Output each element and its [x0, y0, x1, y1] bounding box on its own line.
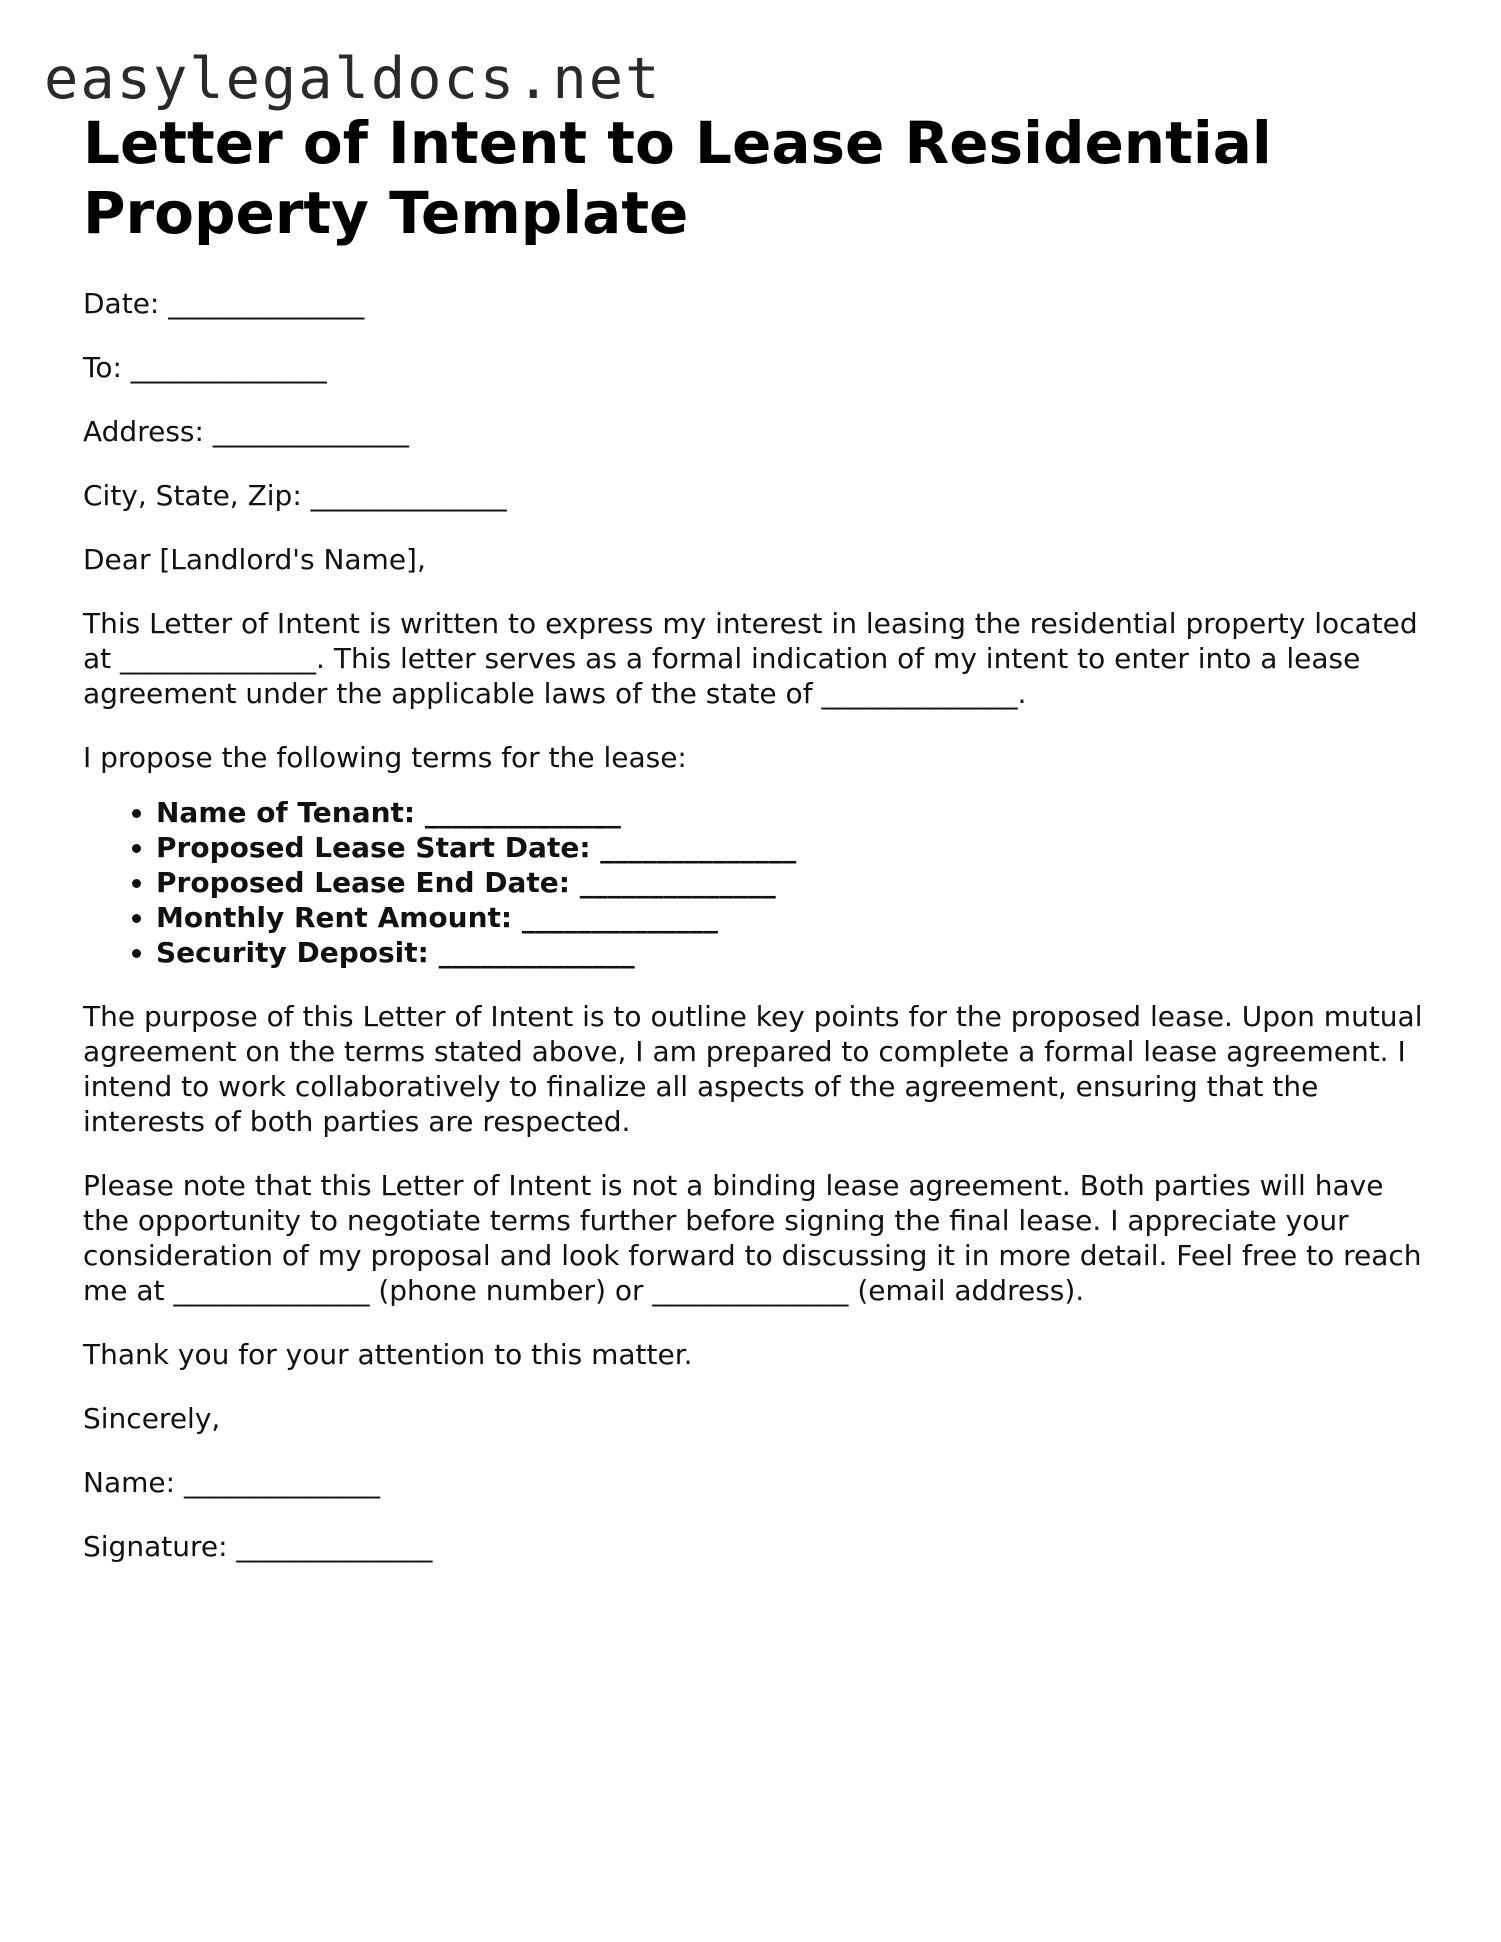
intro-paragraph: This Letter of Intent is written to express my interest in leasing the residential property located at ______________. This letter serves as a formal indication of my intent to enter into a lease agreement under the applicable laws of the state of ______________. [83, 607, 1418, 710]
site-watermark: easylegaldocs.net [44, 46, 662, 112]
document-title: Letter of Intent to Lease Residential Property Template [83, 109, 1272, 247]
term-lease-end-date: • Proposed Lease End Date: ______________ [156, 865, 1423, 900]
purpose-paragraph: The purpose of this Letter of Intent is to outline key points for the proposed lease. Upon mutual agreement on the terms stated above, I am prepared to complete a formal lease agreement. I intend to work collaboratively to finalize all aspects of the agreement, ensuring that the interests of both parties are respected. [83, 1000, 1423, 1138]
note-paragraph: Please note that this Letter of Intent is not a binding lease agreement. Both parties will have the opportunity to negotiate terms further before signing the final lease. I appreciate your consideration of my proposal and look forward to discussing it in more detail. Feel free to reach me at ______________ (phone number) or ______________ (email address). [83, 1169, 1422, 1307]
closing-line: Sincerely, [83, 1402, 221, 1435]
name-field: Name: ______________ [83, 1466, 380, 1499]
term-lease-start-date: • Proposed Lease Start Date: ______________ [156, 830, 1423, 865]
date-field: Date: ______________ [83, 287, 365, 320]
terms-intro: I propose the following terms for the lease: [83, 741, 687, 774]
address-field: Address: ______________ [83, 415, 409, 448]
thanks-line: Thank you for your attention to this matter. [83, 1338, 693, 1371]
term-security-deposit: • Security Deposit: ______________ [156, 935, 1423, 970]
term-name-of-tenant: • Name of Tenant: ______________ [156, 795, 1423, 830]
letter-document [83, 108, 1423, 1593]
terms-list [83, 795, 1423, 970]
salutation: Dear [Landlord's Name], [83, 543, 426, 576]
signature-field: Signature: ______________ [83, 1530, 433, 1563]
city-state-zip-field: City, State, Zip: ______________ [83, 479, 507, 512]
term-monthly-rent: • Monthly Rent Amount: ______________ [156, 900, 1423, 935]
to-field: To: ______________ [83, 351, 327, 384]
